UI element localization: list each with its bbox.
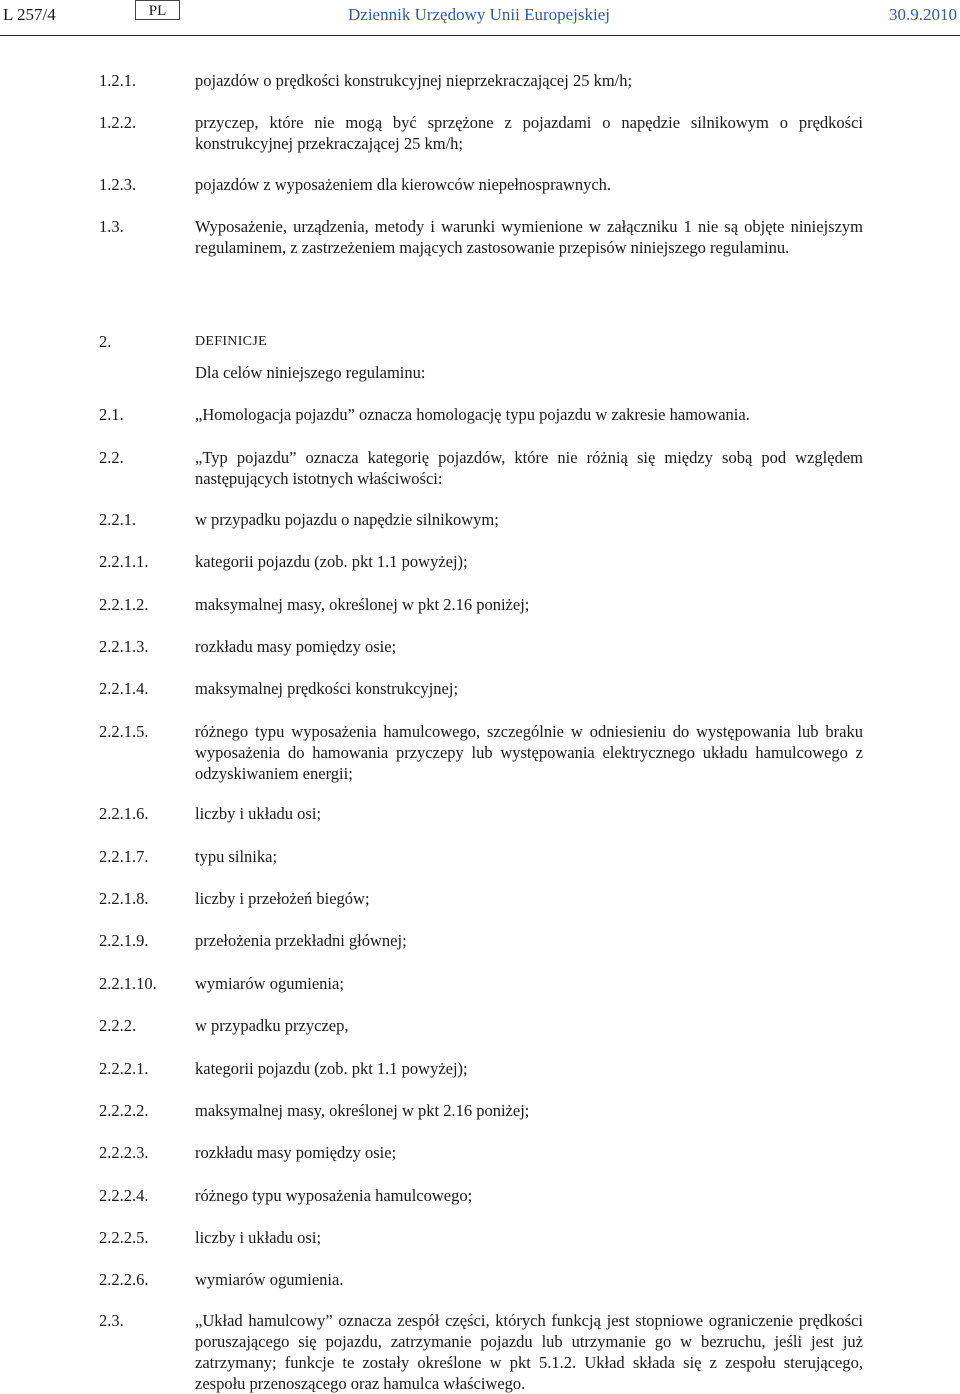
item-text: w przypadku pojazdu o napędzie silnikowym; bbox=[195, 510, 499, 529]
item-number: 2.2.2.3. bbox=[99, 1143, 149, 1162]
item-text: Dla celów niniejszego regulaminu: bbox=[195, 363, 426, 382]
item-number: 2.2.1.5. bbox=[99, 722, 149, 741]
item-number: 2.2. bbox=[99, 448, 124, 467]
item-text: kategorii pojazdu (zob. pkt 1.1 powyżej); bbox=[195, 552, 468, 571]
language-badge: PL bbox=[135, 0, 180, 20]
item-text: maksymalnej masy, określonej w pkt 2.16 poniżej; bbox=[195, 595, 530, 614]
item-text: liczby i układu osi; bbox=[195, 1228, 322, 1247]
publication-date: 30.9.2010 bbox=[889, 5, 957, 24]
item-text: „Układ hamulcowy” oznacza zespół części, których funkcją jest stopniowe ograniczenie prędkości poruszającego się pojazdu, zatrzymanie pojazdu lub utrzymanie go w bezruchu, jeśli jest już zatrzymany; funkcje te zostały określone w pkt 5.1.2. Układ składa się z zespołu sterującego, zespołu przenoszącego oraz hamulca właściwego. bbox=[195, 1311, 863, 1393]
item-number: 2.2.1.8. bbox=[99, 889, 149, 908]
page-reference: L 257/4 bbox=[3, 5, 56, 24]
page-header bbox=[0, 0, 960, 30]
item-text: w przypadku przyczep, bbox=[195, 1016, 349, 1035]
item-number: 2.1. bbox=[99, 405, 124, 424]
item-text: „Typ pojazdu” oznacza kategorię pojazdów, które nie różnią się między sobą pod względem następujących istotnych właściwości: bbox=[195, 448, 863, 488]
item-text: typu silnika; bbox=[195, 847, 278, 866]
item-number: 2.2.1.7. bbox=[99, 847, 149, 866]
section-number: 2. bbox=[99, 332, 112, 351]
item-text: wymiarów ogumienia; bbox=[195, 974, 344, 993]
item-text: liczby i układu osi; bbox=[195, 804, 322, 823]
item-number: 1.2.1. bbox=[99, 71, 137, 90]
item-text: przyczep, które nie mogą być sprzężone z pojazdami o napędzie silnikowym o prędkości konstrukcyjnej przekraczającej 25 km/h; bbox=[195, 113, 863, 153]
item-number: 2.2.2.5. bbox=[99, 1228, 149, 1247]
item-number: 2.2.1.9. bbox=[99, 931, 149, 950]
item-text: wymiarów ogumienia. bbox=[195, 1270, 344, 1289]
header-divider bbox=[0, 35, 960, 36]
item-number: 2.2.2.4. bbox=[99, 1186, 149, 1205]
item-number: 1.3. bbox=[99, 217, 124, 236]
item-text: rozkładu masy pomiędzy osie; bbox=[195, 637, 397, 656]
item-text: kategorii pojazdu (zob. pkt 1.1 powyżej); bbox=[195, 1059, 468, 1078]
item-number: 2.2.1.1. bbox=[99, 552, 149, 571]
item-number: 2.2.2.1. bbox=[99, 1059, 149, 1078]
item-text: rozkładu masy pomiędzy osie; bbox=[195, 1143, 397, 1162]
item-text: liczby i przełożeń biegów; bbox=[195, 889, 370, 908]
item-number: 1.2.3. bbox=[99, 175, 137, 194]
item-number: 2.3. bbox=[99, 1311, 124, 1330]
item-number: 2.2.2.6. bbox=[99, 1270, 149, 1289]
item-number: 2.2.1.2. bbox=[99, 595, 149, 614]
item-number: 2.2.1.4. bbox=[99, 679, 149, 698]
item-number: 2.2.1.10. bbox=[99, 974, 157, 993]
item-text: pojazdów o prędkości konstrukcyjnej nieprzekraczającej 25 km/h; bbox=[195, 71, 633, 90]
journal-title: Dziennik Urzędowy Unii Europejskiej bbox=[348, 5, 611, 24]
item-text: różnego typu wyposażenia hamulcowego; bbox=[195, 1186, 473, 1205]
item-text: przełożenia przekładni głównej; bbox=[195, 931, 407, 950]
item-text: pojazdów z wyposażeniem dla kierowców niepełnosprawnych. bbox=[195, 175, 612, 194]
item-text: „Homologacja pojazdu” oznacza homologację typu pojazdu w zakresie hamowania. bbox=[195, 405, 750, 424]
item-number: 2.2.1. bbox=[99, 510, 137, 529]
item-number: 1.2.2. bbox=[99, 113, 137, 132]
item-number: 2.2.1.3. bbox=[99, 637, 149, 656]
item-text: różnego typu wyposażenia hamulcowego, szczególnie w odniesieniu do występowania lub braku wyposażenia do hamowania przyczepy lub występowania elektrycznego układu hamulcowego z odzyskiwaniem energii; bbox=[195, 722, 863, 783]
item-text: maksymalnej masy, określonej w pkt 2.16 poniżej; bbox=[195, 1101, 530, 1120]
item-text: Wyposażenie, urządzenia, metody i warunki wymienione w załączniku 1 nie są objęte niniejszym regulaminem, z zastrzeżeniem mających zastosowanie przepisów niniejszego regulaminu. bbox=[195, 217, 863, 257]
item-number: 2.2.1.6. bbox=[99, 804, 149, 823]
section-title: DEFINICJE bbox=[195, 334, 267, 349]
item-number: 2.2.2.2. bbox=[99, 1101, 149, 1120]
item-number: 2.2.2. bbox=[99, 1016, 137, 1035]
item-text: maksymalnej prędkości konstrukcyjnej; bbox=[195, 679, 459, 698]
